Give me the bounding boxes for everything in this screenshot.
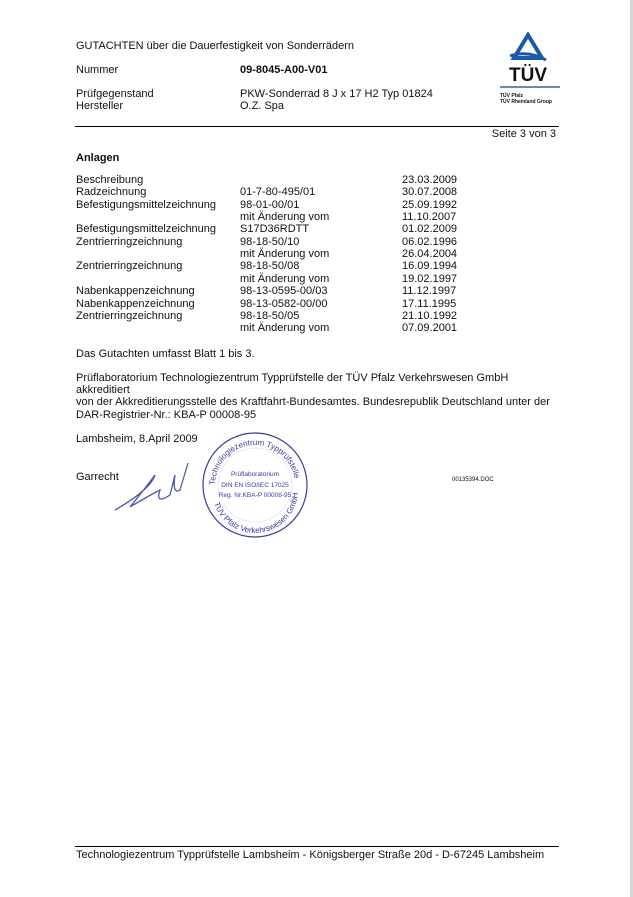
pruef-label: Prüfgegenstand <box>76 88 154 100</box>
logo-brand: TÜV <box>509 65 547 86</box>
anlagen-row <box>76 199 458 211</box>
akkreditierung-line: von der Akkreditierungsstelle des Kraftfahrt-Bundesamtes. Bundesrepublik Deutschland unter der <box>76 396 550 409</box>
anlage-date: 21.10.1992 <box>402 309 458 322</box>
anlage-number: 01-7-80-495/01 <box>240 186 316 199</box>
anlage-date: 25.09.1992 <box>402 198 458 211</box>
signer-name: Garrecht <box>76 471 119 483</box>
stamp-ring-top: Technologiezentrum Typprüfstelle <box>207 437 302 486</box>
anlagen-row <box>76 248 458 260</box>
stamp-line2: DIN EN ISO/IEC 17025 <box>221 482 289 489</box>
anlage-type: Zentrierringzeichnung <box>76 260 183 273</box>
akkreditierung-text <box>76 372 556 421</box>
anlage-number: 98-18-50/10 <box>240 235 300 248</box>
header-divider <box>75 126 559 127</box>
anlagen-row <box>76 273 458 285</box>
nummer-label: Nummer <box>76 64 119 76</box>
anlagen-row <box>76 223 458 235</box>
anlage-date: 30.07.2008 <box>402 186 458 199</box>
anlagen-row <box>76 285 458 297</box>
anlage-type: Zentrierringzeichnung <box>76 309 183 322</box>
anlagen-row <box>76 174 458 186</box>
nummer-value: 09-8045-A00-V01 <box>240 64 328 76</box>
hersteller-value: O.Z. Spa <box>240 100 285 112</box>
anlage-date: 11.10.2007 <box>402 211 457 224</box>
anlage-date: 07.09.2001 <box>402 322 458 335</box>
doc-reference: 00135394.DOC <box>452 477 494 483</box>
document-title: GUTACHTEN über die Dauerfestigkeit von Sonderrädern <box>76 40 354 52</box>
anlage-date: 11.12.1997 <box>402 285 457 298</box>
anlagen-row <box>76 322 458 334</box>
anlage-type: Nabenkappenzeichnung <box>76 285 195 298</box>
place-date: Lambsheim, 8.April 2009 <box>76 433 198 445</box>
hersteller-label: Hersteller <box>76 100 124 112</box>
signature <box>110 455 200 525</box>
umfang-text: Das Gutachten umfasst Blatt 1 bis 3. <box>76 348 255 360</box>
anlage-type: Zentrierringzeichnung <box>76 235 183 248</box>
akkreditierung-line: Prüflaboratorium Technologiezentrum Typprüfstelle der TÜV Pfalz Verkehrswesen GmbH akkreditiert <box>76 372 509 397</box>
anlage-date: 23.03.2009 <box>402 174 458 186</box>
anlagen-heading: Anlagen <box>76 152 120 164</box>
anlage-date: 06.02.1996 <box>402 235 458 248</box>
anlage-date: 01.02.2009 <box>402 223 458 236</box>
stamp-line1: Prüflaboratorium <box>230 471 280 478</box>
anlage-number: 98-18-50/05 <box>240 309 300 322</box>
anlage-type: Befestigungsmittelzeichnung <box>76 223 217 236</box>
anlage-number: 98-01-00/01 <box>240 198 300 211</box>
anlagen-row <box>76 310 458 322</box>
anlage-type: Nabenkappenzeichnung <box>76 297 195 310</box>
footer-address: Technologiezentrum Typprüfstelle Lambsheim - Königsberger Straße 20d - D-67245 Lambsheim <box>76 849 545 861</box>
page-number: Seite 3 von 3 <box>491 128 556 140</box>
stamp-line3: Reg. Nr.KBA-P 00008-95 <box>218 492 292 499</box>
anlagen-row <box>76 211 458 223</box>
anlage-date: 16.09.1994 <box>402 260 458 273</box>
anlagen-row <box>76 298 458 310</box>
anlagen-row <box>76 260 458 272</box>
logo-line2: TÜV Rheinland Group <box>500 99 552 105</box>
akkreditierung-line: DAR-Registrier-Nr.: KBA-P 00008-95 <box>76 408 257 421</box>
anlage-number: S17D36RDTT <box>240 223 310 236</box>
anlage-number: 98-13-0582-00/00 <box>240 297 328 310</box>
logo-line1: TÜV Pfalz <box>500 93 524 99</box>
anlage-date: 17.11.1995 <box>402 297 457 310</box>
anlagen-row <box>76 186 458 198</box>
tuv-triangle-icon <box>498 32 568 90</box>
anlage-date: 19.02.1997 <box>402 272 458 285</box>
anlage-number: mit Änderung vom <box>240 272 330 285</box>
footer-divider <box>75 846 559 847</box>
anlage-number: mit Änderung vom <box>240 248 330 261</box>
pruef-value: PKW-Sonderrad 8 J x 17 H2 Typ 01824 <box>240 88 433 100</box>
official-stamp <box>200 430 310 540</box>
anlage-number: 98-13-0595-00/03 <box>240 285 328 298</box>
anlage-number: mit Änderung vom <box>240 211 330 224</box>
anlagen-row <box>76 236 458 248</box>
stamp-ring-bottom: TÜV Pfalz Verkehrswesen GmbH <box>212 491 300 536</box>
tuv-logo <box>498 32 568 112</box>
anlage-date: 26.04.2004 <box>402 248 458 261</box>
anlage-type: Beschreibung <box>76 174 144 186</box>
anlage-number: mit Änderung vom <box>240 322 330 335</box>
anlage-number: 98-18-50/08 <box>240 260 300 273</box>
anlage-type: Befestigungsmittelzeichnung <box>76 198 217 211</box>
anlage-type: Radzeichnung <box>76 186 147 199</box>
